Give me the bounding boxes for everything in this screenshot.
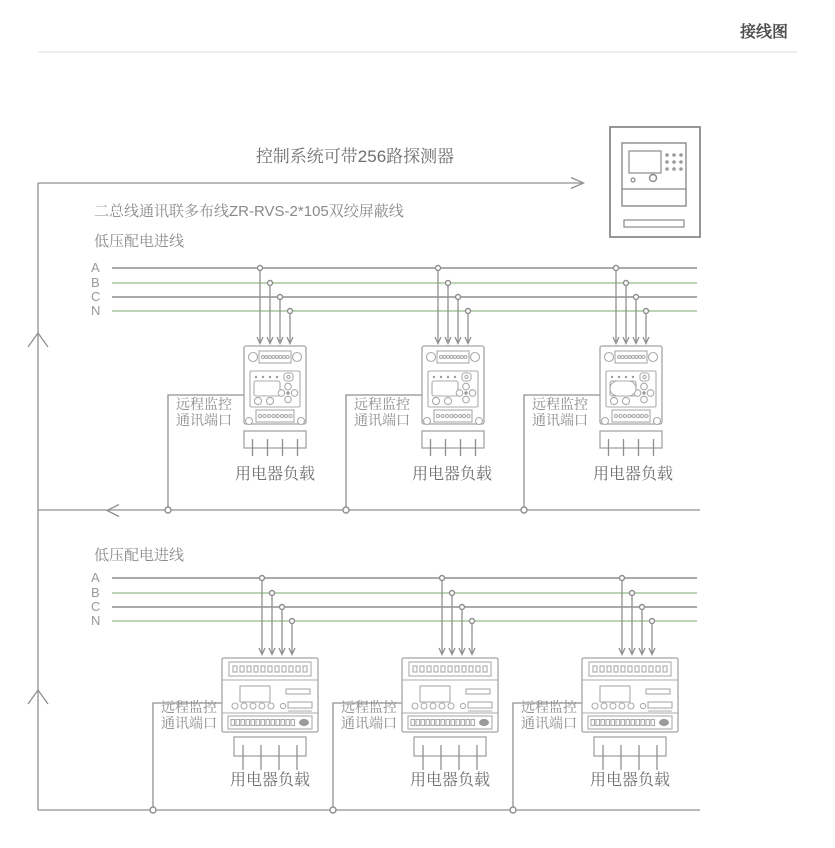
phase-label-c: C (91, 289, 101, 304)
load-label: 用电器负载 (589, 772, 670, 789)
port-label: 远程监控 通讯端口 (161, 699, 217, 731)
comm-bus-arrow (38, 178, 584, 189)
port-label: 远程监控 通讯端口 (521, 699, 577, 731)
phase-lines-bottom (112, 578, 697, 621)
page-title: 接线图 (739, 24, 788, 41)
return-bus-top (38, 505, 700, 517)
load-label: 用电器负载 (229, 772, 310, 789)
load-label: 用电器负载 (234, 466, 315, 483)
port-label: 远程监控 通讯端口 (354, 396, 410, 428)
phase-label-n: N (91, 613, 101, 628)
phase-label-a: A (91, 260, 100, 275)
bus-wire-label: 二总线通讯联多布线ZR-RVS-2*105双绞屏蔽线 (94, 203, 404, 220)
left-riser-wire (28, 183, 48, 810)
load-label: 用电器负载 (409, 772, 490, 789)
feeder-label-top: 低压配电进线 (94, 233, 185, 250)
system-capacity-heading: 控制系统可带256路探测器 (255, 147, 455, 166)
load-label: 用电器负载 (592, 466, 673, 483)
oval-display (610, 381, 636, 396)
load-label: 用电器负载 (411, 466, 492, 483)
port-label: 远程监控 通讯端口 (341, 699, 397, 731)
port-label: 远程监控 通讯端口 (176, 396, 232, 428)
phase-label-b: B (91, 275, 100, 290)
phase-label-c: C (91, 599, 101, 614)
feeder-label-bottom: 低压配电进线 (94, 547, 185, 564)
phase-label-a: A (91, 570, 100, 585)
phase-label-b: B (91, 585, 100, 600)
phase-lines-top (112, 268, 697, 311)
fire-control-panel-icon (610, 127, 700, 237)
port-label: 远程监控 通讯端口 (532, 396, 588, 428)
phase-label-n: N (91, 303, 101, 318)
